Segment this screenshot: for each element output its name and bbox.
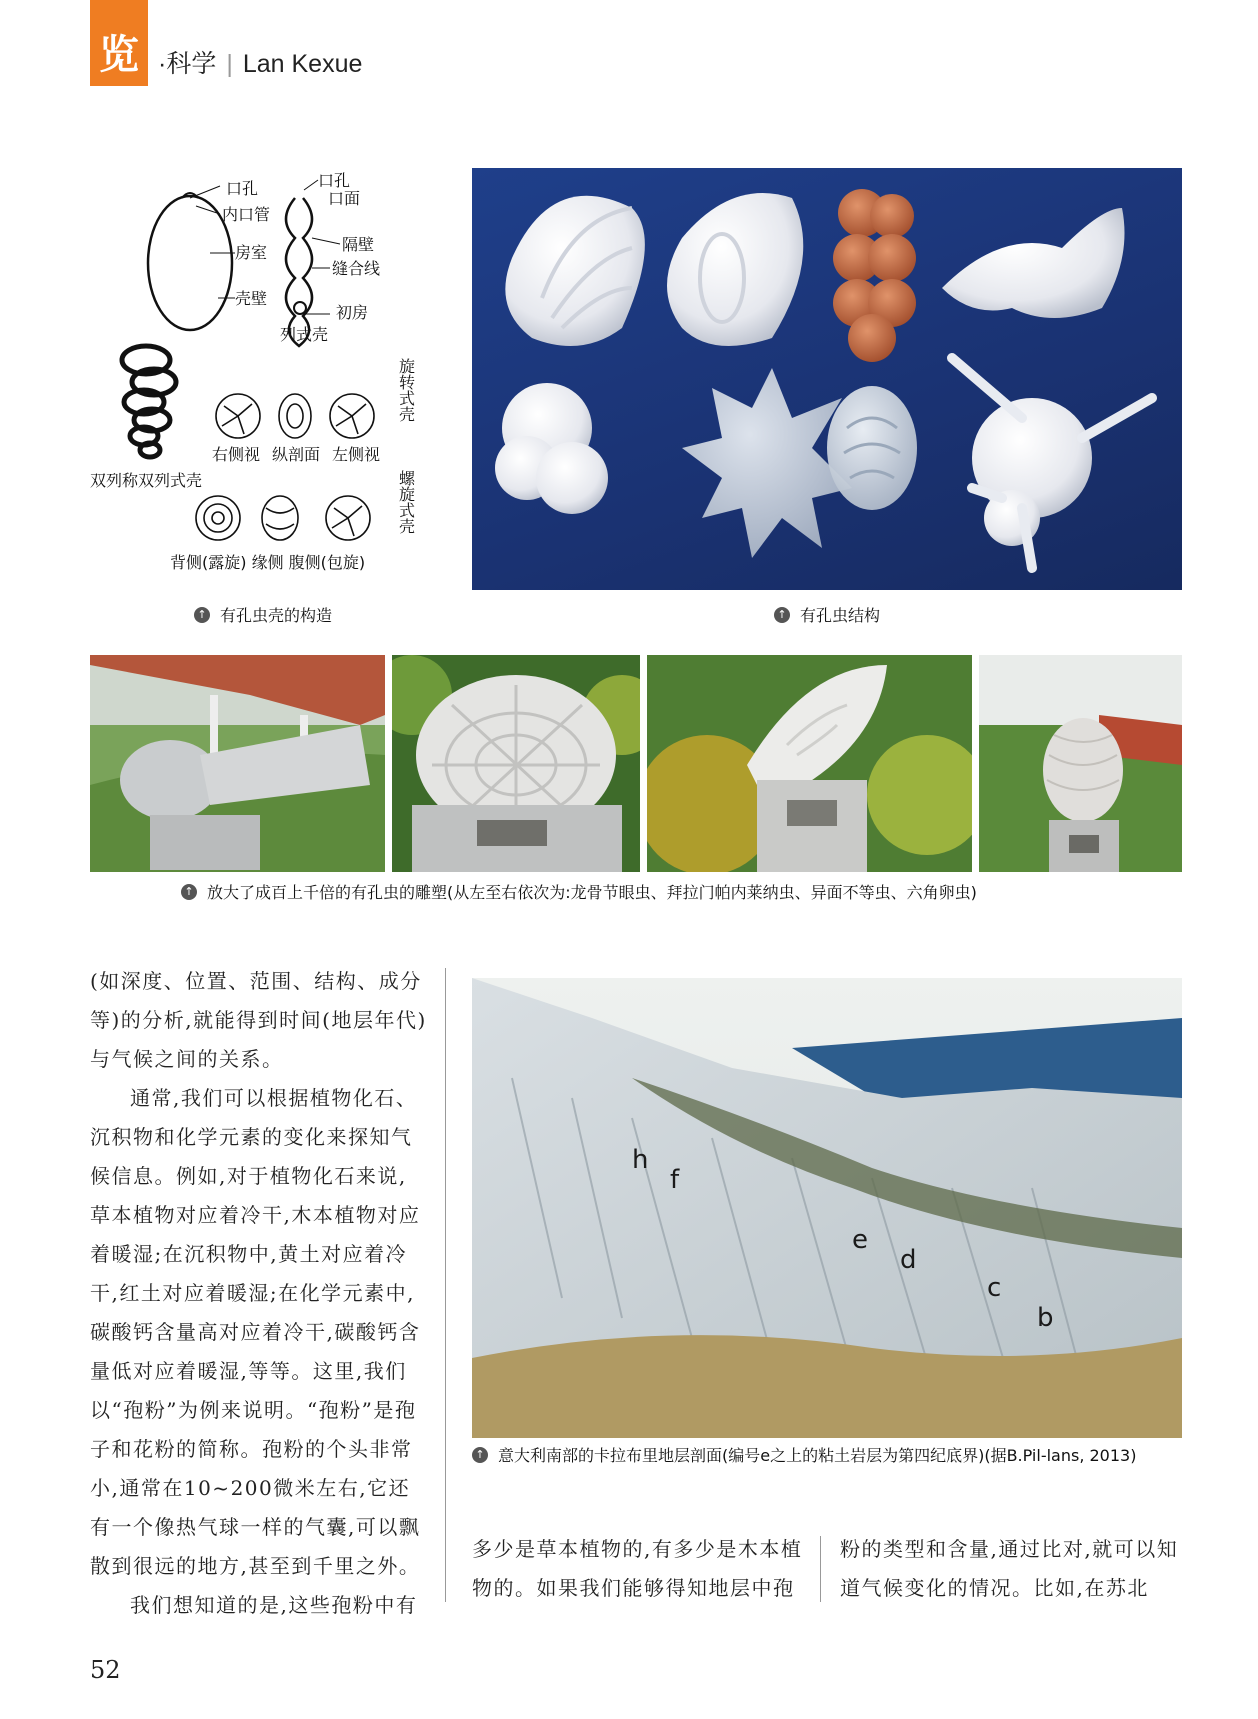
label-wall: 壳壁 (235, 289, 268, 308)
running-header (158, 44, 362, 80)
planispiral-views (216, 394, 374, 438)
model-globular (495, 383, 608, 514)
section-name: ·科学 (158, 50, 217, 78)
shell-structure-diagram (90, 168, 450, 593)
paragraph: 我们想知道的是,这些孢粉中有 (130, 1593, 418, 1617)
diagram-caption-text: 有孔虫壳的构造 (220, 606, 333, 625)
strata-label-b: b (1037, 1303, 1054, 1333)
page-number: 52 (90, 1656, 121, 1684)
label-views-row: 背侧(露旋) 缘侧 腹侧(包旋) (170, 553, 366, 572)
unilocular-shell (148, 196, 232, 330)
sculpture-photo-1 (90, 655, 385, 872)
label-left-view: 左侧视 (332, 445, 381, 464)
paragraph: 多少是草本植物的,有多少是木本植物的。如果我们能够得知地层中孢 (472, 1537, 803, 1600)
biserial-shell (122, 346, 176, 457)
model-clear-spiral (827, 386, 917, 510)
paragraph: 通常,我们可以根据植物化石、沉积物和化学元素的变化来探知气候信息。例如,对于植物化石来说,草本植物对应着冷干,木本植物对应着暖湿;在沉积物中,黄土对应着冷干,红土对应着暖湿;在化学元素中,碳酸钙含量高对应着冷干,碳酸钙含量低对应着暖湿,等等。这里,我们以“孢粉”为例来说明。“孢粉”是孢子和花粉的简称。孢粉的个头非常小,通常在10~200微米左右,它还有一个像热气球一样的气囊,可以飘散到很远的地方,甚至到千里之外。 (90, 1086, 421, 1578)
label-aperture-2: 口孔 (318, 171, 351, 190)
sculpture-photo-2 (392, 655, 640, 872)
column-divider (820, 1536, 821, 1602)
strata-label-e: e (852, 1225, 868, 1255)
structure-caption (774, 603, 880, 626)
sculpture-caption (181, 880, 977, 903)
foraminifera-models-photo (472, 168, 1182, 590)
label-section: 纵剖面 (272, 445, 321, 464)
model-twisted (942, 208, 1125, 318)
label-trochospiral: 螺旋式壳 (396, 470, 416, 534)
label-suture: 缝合线 (332, 259, 381, 278)
label-right-view: 右侧视 (212, 445, 261, 464)
model-orange-chambers (833, 189, 916, 362)
series-name: Lan Kexue (242, 50, 363, 78)
model-spiky-clear (682, 368, 852, 558)
label-apertural-face: 口面 (328, 189, 361, 208)
landscape-caption-text: 意大利南部的卡拉布里地层剖面(编号e之上的粘土岩层为第四纪底界)(据B.Pil-lans, 2013) (498, 1446, 1137, 1465)
label-proloculus: 初房 (336, 303, 369, 322)
label-uniserial: 列式壳 (280, 325, 329, 344)
label-biserial: 双列称双列式壳 (90, 471, 203, 490)
strata-label-c: c (987, 1273, 1002, 1303)
sculpture-photo-4 (979, 655, 1182, 872)
calabria-strata-photo (472, 978, 1182, 1438)
label-chamber: 房室 (235, 243, 268, 262)
uniserial-shell (286, 198, 312, 346)
label-septum: 隔壁 (342, 235, 375, 254)
strata-label-f: f (670, 1165, 680, 1195)
caption-arrow-icon: ↑ (774, 607, 790, 623)
sculpture-caption-text: 放大了成百上千倍的有孔虫的雕塑(从左至右依次为:龙骨节眼虫、拜拉门帕内莱纳虫、异面不等虫、六角卵虫) (207, 883, 977, 902)
header-divider: | (226, 50, 233, 78)
structure-caption-text: 有孔虫结构 (800, 606, 881, 625)
trochospiral-views (196, 496, 370, 540)
diagram-caption (194, 603, 332, 626)
label-aperture: 口孔 (226, 179, 259, 198)
strata-label-h: h (632, 1145, 649, 1175)
landscape-caption (472, 1444, 1182, 1467)
body-column-1 (90, 962, 428, 1625)
label-planispiral: 旋转式壳 (396, 358, 416, 422)
strata-label-d: d (900, 1245, 917, 1275)
caption-arrow-icon: ↑ (472, 1447, 488, 1463)
model-nautiloid (505, 196, 645, 346)
paragraph: (如深度、位置、范围、结构、成分等)的分析,就能得到时间(地层年代)与气候之间的关系。 (90, 969, 427, 1071)
body-column-2 (472, 1530, 807, 1608)
model-spiral-ridged (667, 193, 803, 346)
sculpture-photo-3 (647, 655, 972, 872)
column-divider (445, 968, 446, 1602)
caption-arrow-icon: ↑ (194, 607, 210, 623)
caption-arrow-icon: ↑ (181, 884, 197, 900)
section-badge: 览 (90, 0, 148, 86)
label-inner-tube: 内口管 (222, 205, 271, 224)
body-column-3 (840, 1530, 1182, 1608)
paragraph: 粉的类型和含量,通过比对,就可以知道气候变化的情况。比如,在苏北 (840, 1537, 1179, 1600)
model-spined-globe (952, 358, 1152, 568)
